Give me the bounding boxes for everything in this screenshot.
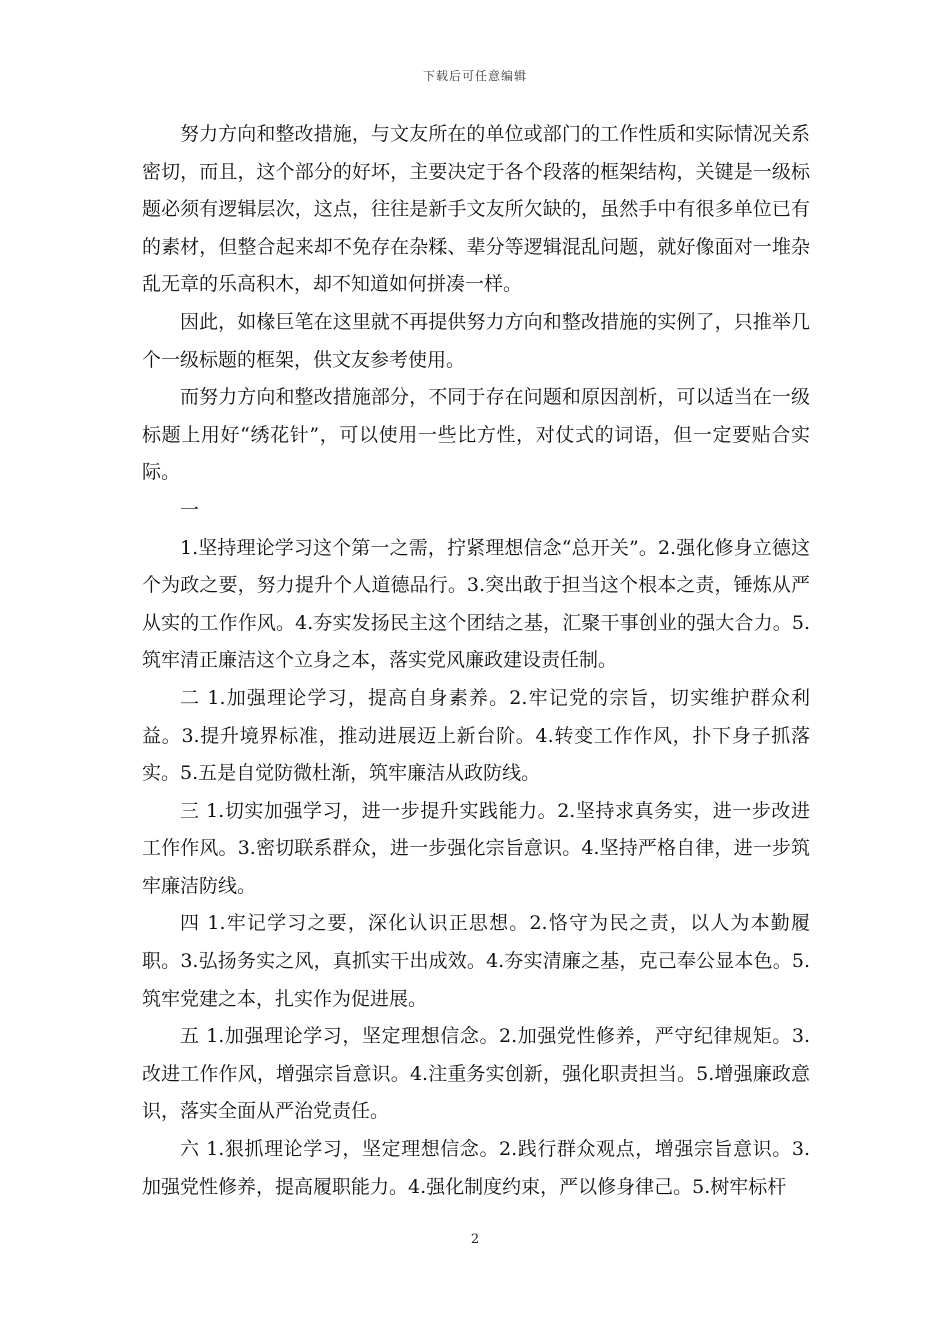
paragraph-intro: 努力方向和整改措施，与文友所在的单位或部门的工作性质和实际情况关系密切，而且，这个部分的好坏，主要决定于各个段落的框架结构，关键是一级标题必须有逻辑层次，这点，往往是新手文友所欠缺的，虽然手中有很多单位已有的素材，但整合起来却不免存在杂糅、辈分等逻辑混乱问题，就好像面对一堆杂乱无章的乐高积木，却不知道如何拼凑一样。 (142, 123, 810, 296)
paragraph-therefore: 因此，如椽巨笔在这里就不再提供努力方向和整改措施的实例了，只推举几个一级标题的框架，供文友参考使用。 (142, 310, 810, 371)
paragraph-framework-6: 六 1.狠抓理论学习，坚定理想信念。2.践行群众观点，增强宗旨意识。3.加强党性修养，提高履职能力。4.强化制度约束，严以修身律己。5.树牢标杆 (142, 1138, 810, 1198)
page-header: 下载后可任意编辑 (422, 69, 527, 83)
paragraph-framework-5: 五 1.加强理论学习，坚定理想信念。2.加强党性修养，严守纪律规矩。3.改进工作作风，增强宗旨意识。4.注重务实创新，强化职责担当。5.增强廉政意识，落实全面从严治党责任。 (142, 1025, 810, 1123)
paragraph-framework-2: 二 1.加强理论学习，提高自身素养。2.牢记党的宗旨，切实维护群众利益。3.提升境界标准，推动进展迈上新台阶。4.转变工作作风，扑下身子抓落实。5.五是自觉防微杜渐，筑牢廉洁从政防线。 (142, 686, 810, 785)
paragraph-framework-3: 三 1.切实加强学习，进一步提升实践能力。2.坚持求真务实，进一步改进工作作风。3.密切联系群众，进一步强化宗旨意识。4.坚持严格自律，进一步筑牢廉洁防线。 (142, 799, 810, 897)
paragraph-framework-4: 四 1.牢记学习之要，深化认识正思想。2.恪守为民之责，以人为本勤履职。3.弘扬务实之风，真抓实干出成效。4.夯实清廉之基，克己奉公显本色。5.筑牢党建之本，扎实作为促进展。 (142, 912, 810, 1010)
paragraph-note: 而努力方向和整改措施部分，不同于存在问题和原因剖析，可以适当在一级标题上用好“绣花针”，可以使用一些比方性，对仗式的词语，但一定要贴合实际。 (142, 386, 810, 484)
paragraph-framework-1: 1.坚持理论学习这个第一之需，拧紧理想信念“总开关”。2.强化修身立德这个为政之要，努力提升个人道德品行。3.突出敢于担当这个根本之责，锤炼从严从实的工作作风。4.夯实发扬民主这个团结之基，汇聚干事创业的强大合力。5.筑牢清正廉洁这个立身之本，落实党风廉政建设责任制。 (142, 536, 810, 672)
section-heading-one: 一 (180, 498, 200, 521)
document-body (142, 116, 810, 1206)
page-number: 2 (470, 1232, 480, 1247)
